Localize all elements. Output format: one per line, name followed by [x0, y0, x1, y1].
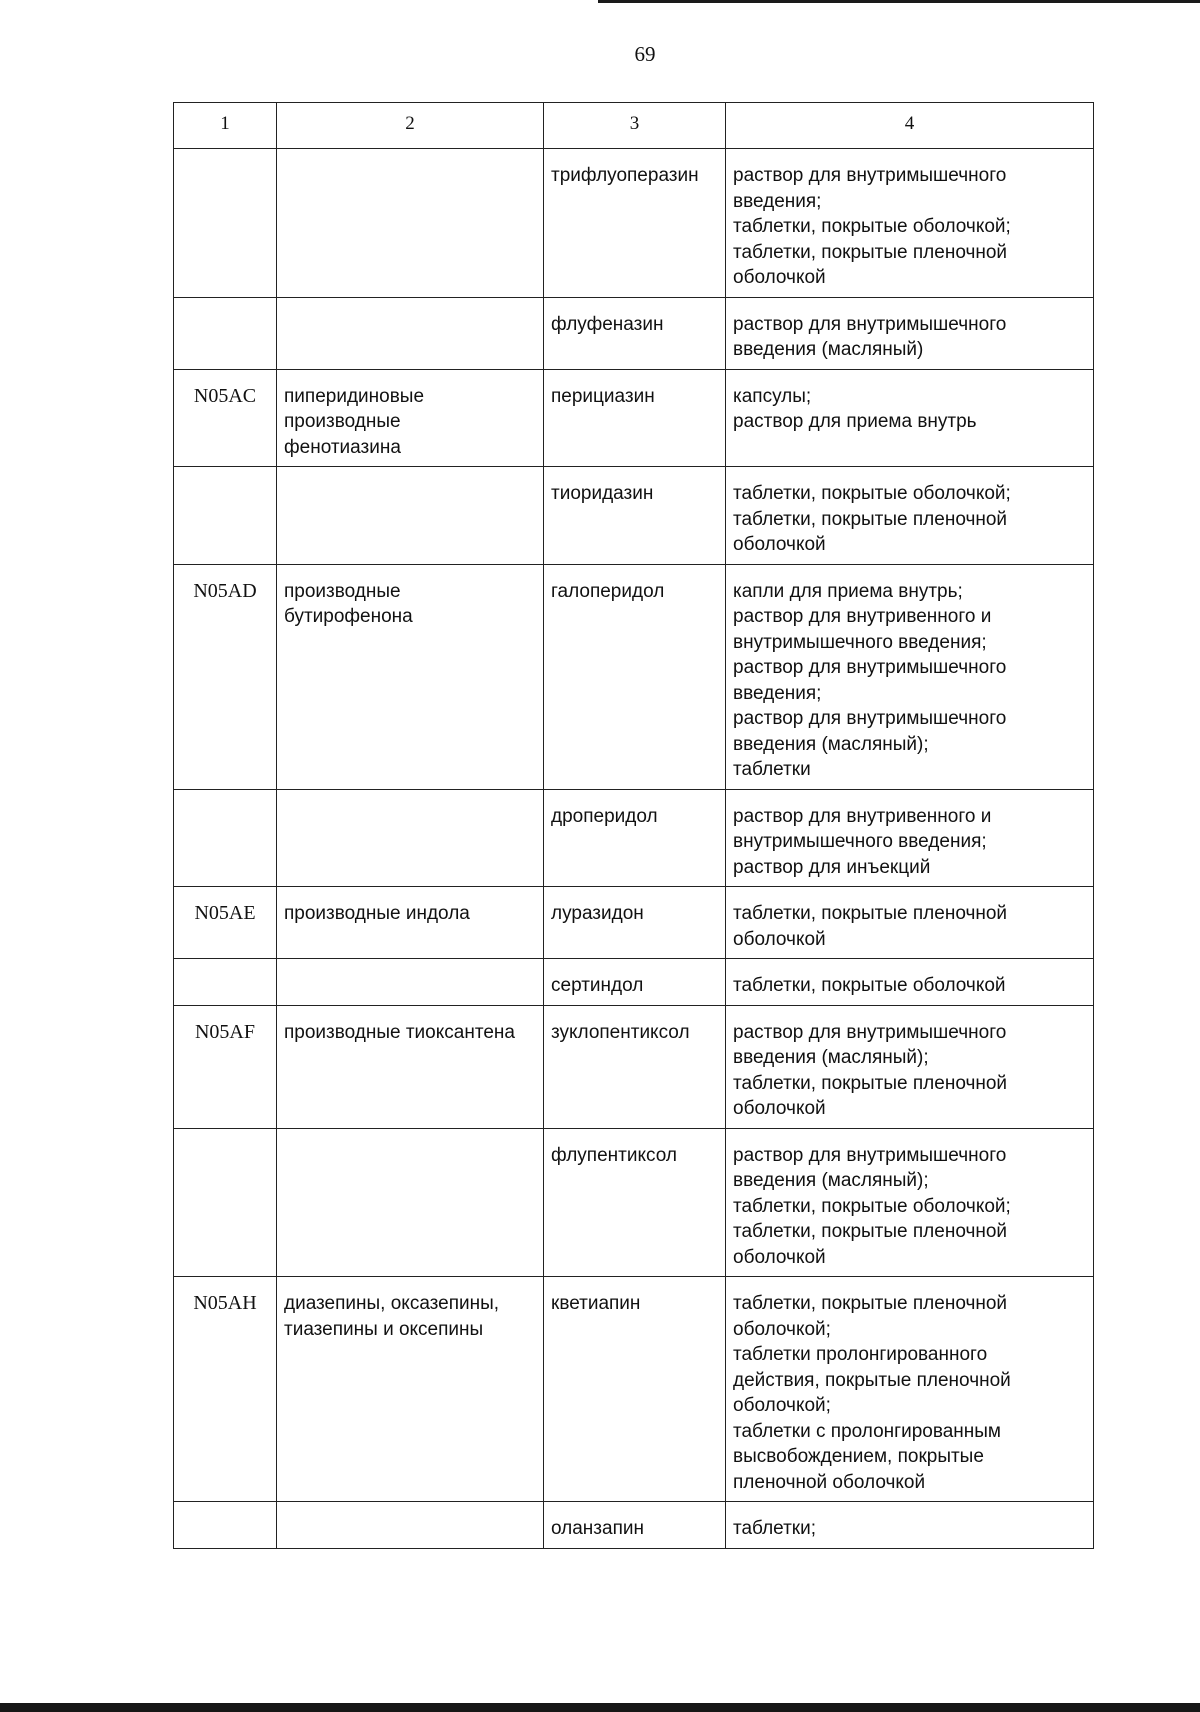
table-row [174, 564, 1094, 789]
dosage-forms-cell [726, 1502, 1094, 1549]
drug-name-cell: сертиндол [544, 959, 726, 1006]
dosage-form-line: раствор для внутривенного и [733, 805, 992, 827]
group-name-cell [277, 149, 544, 298]
drug-name-cell: оланзапин [544, 1502, 726, 1549]
table-row [174, 887, 1094, 959]
dosage-form-line: высвобождением, покрытые [733, 1446, 984, 1467]
atc-code-cell [174, 959, 277, 1006]
table-row [174, 467, 1094, 565]
group-name-cell [277, 1005, 544, 1128]
group-name-line: диазепины, оксазепины, [284, 1293, 500, 1314]
atc-code-cell [174, 1502, 277, 1549]
dosage-form-line: пленочной оболочкой [733, 1471, 926, 1493]
table-row [174, 369, 1094, 467]
dosage-forms-cell [726, 887, 1094, 959]
atc-code-cell [174, 789, 277, 887]
drug-name-cell: трифлуоперазин [544, 149, 726, 298]
dosage-form-line: оболочкой [733, 267, 826, 288]
table-row [174, 959, 1094, 1006]
dosage-forms-cell [726, 959, 1094, 1006]
group-name-cell [277, 297, 544, 369]
dosage-form-line: раствор для внутримышечного [733, 657, 1007, 678]
column-header-4: 4 [726, 103, 1094, 149]
drug-name-cell: зуклопентиксол [544, 1005, 726, 1128]
group-name-line: производные тиоксантена [284, 1021, 515, 1043]
group-name-cell [277, 1502, 544, 1549]
column-header-1: 1 [174, 103, 277, 149]
atc-code-cell: N05AE [174, 887, 277, 959]
group-name-cell [277, 887, 544, 959]
group-name-cell [277, 959, 544, 1006]
atc-code-cell: N05AF [174, 1005, 277, 1128]
dosage-form-line: таблетки, покрытые пленочной [733, 241, 1008, 263]
group-name-cell [277, 369, 544, 467]
dosage-form-line: таблетки, покрытые пленочной [733, 1221, 1008, 1242]
drug-name-cell: флупентиксол [544, 1128, 726, 1277]
atc-code-cell [174, 467, 277, 565]
dosage-forms-cell [726, 369, 1094, 467]
group-name-line: тиазепины и оксепины [284, 1318, 484, 1340]
dosage-form-line: оболочкой; [733, 1318, 831, 1340]
dosage-forms-cell [726, 1277, 1094, 1502]
dosage-forms-cell [726, 297, 1094, 369]
atc-code-cell [174, 149, 277, 298]
group-name-line: производные [284, 580, 401, 602]
dosage-form-line: таблетки с пролонгированным [733, 1420, 1001, 1442]
group-name-line: производные индола [284, 903, 470, 924]
dosage-form-line: введения; [733, 190, 822, 212]
atc-code-cell [174, 297, 277, 369]
dosage-form-line: таблетки, покрытые пленочной [733, 1072, 1008, 1094]
dosage-form-line: таблетки, покрытые оболочкой; [733, 216, 1011, 237]
dosage-form-line: капли для приема внутрь; [733, 580, 963, 602]
drug-name-cell: луразидон [544, 887, 726, 959]
dosage-form-line: таблетки [733, 759, 811, 780]
dosage-form-line: оболочкой; [733, 1395, 831, 1416]
dosage-forms-cell [726, 789, 1094, 887]
table-body [174, 149, 1094, 1549]
dosage-form-line: таблетки, покрытые пленочной [733, 508, 1008, 530]
top-border-line [598, 0, 1200, 3]
header-row [174, 103, 1094, 149]
bottom-border-line [0, 1703, 1200, 1712]
dosage-form-line: введения (масляный); [733, 1047, 929, 1068]
drug-name-cell: галоперидол [544, 564, 726, 789]
dosage-form-line: таблетки; [733, 1518, 817, 1539]
dosage-form-line: таблетки, покрытые пленочной [733, 903, 1008, 924]
table-row [174, 149, 1094, 298]
drug-name-cell: тиоридазин [544, 467, 726, 565]
table-row [174, 1277, 1094, 1502]
dosage-form-line: оболочкой [733, 928, 826, 950]
atc-code-cell: N05AH [174, 1277, 277, 1502]
dosage-form-line: введения (масляный) [733, 339, 924, 360]
dosage-form-line: введения (масляный); [733, 733, 929, 755]
dosage-forms-cell [726, 564, 1094, 789]
table-row [174, 297, 1094, 369]
dosage-form-line: внутримышечного введения; [733, 831, 987, 852]
group-name-line: производные [284, 411, 401, 432]
drug-name-cell: дроперидол [544, 789, 726, 887]
dosage-form-line: оболочкой [733, 534, 826, 555]
drug-table [173, 102, 1094, 1549]
dosage-form-line: раствор для внутримышечного [733, 708, 1007, 729]
dosage-form-line: действия, покрытые пленочной [733, 1369, 1011, 1391]
dosage-form-line: раствор для внутривенного и [733, 606, 992, 627]
group-name-cell [277, 467, 544, 565]
atc-code-cell [174, 1128, 277, 1277]
drug-name-cell: перициазин [544, 369, 726, 467]
drug-name-cell: кветиапин [544, 1277, 726, 1502]
dosage-form-line: раствор для внутримышечного [733, 1021, 1007, 1043]
dosage-form-line: оболочкой [733, 1246, 826, 1268]
page-number: 69 [634, 42, 656, 66]
table-row [174, 1005, 1094, 1128]
dosage-form-line: внутримышечного введения; [733, 631, 987, 653]
atc-code-cell: N05AC [174, 369, 277, 467]
dosage-forms-cell [726, 149, 1094, 298]
table-row [174, 789, 1094, 887]
dosage-form-line: таблетки, покрытые оболочкой [733, 975, 1006, 996]
dosage-form-line: раствор для приема внутрь [733, 411, 977, 432]
group-name-cell [277, 1277, 544, 1502]
group-name-line: пиперидиновые [284, 385, 425, 407]
table-row [174, 1128, 1094, 1277]
dosage-form-line: раствор для инъекций [733, 856, 931, 878]
table-row [174, 1502, 1094, 1549]
dosage-form-line: раствор для внутримышечного [733, 165, 1007, 186]
dosage-form-line: капсулы; [733, 385, 812, 407]
column-header-3: 3 [544, 103, 726, 149]
column-header-2: 2 [277, 103, 544, 149]
group-name-line: фенотиазина [284, 436, 401, 458]
dosage-form-line: раствор для внутримышечного [733, 1144, 1007, 1166]
group-name-line: бутирофенона [284, 606, 413, 627]
dosage-form-line: введения (масляный); [733, 1170, 929, 1191]
drug-name-cell: флуфеназин [544, 297, 726, 369]
dosage-form-line: таблетки пролонгированного [733, 1344, 988, 1365]
dosage-form-line: таблетки, покрытые оболочкой; [733, 1195, 1011, 1217]
dosage-form-line: таблетки, покрытые пленочной [733, 1293, 1008, 1314]
dosage-form-line: введения; [733, 682, 822, 704]
dosage-form-line: таблетки, покрытые оболочкой; [733, 483, 1011, 504]
dosage-forms-cell [726, 1005, 1094, 1128]
dosage-forms-cell [726, 1128, 1094, 1277]
group-name-cell [277, 789, 544, 887]
dosage-form-line: оболочкой [733, 1098, 826, 1119]
atc-code-cell: N05AD [174, 564, 277, 789]
group-name-cell [277, 564, 544, 789]
dosage-forms-cell [726, 467, 1094, 565]
group-name-cell [277, 1128, 544, 1277]
dosage-form-line: раствор для внутримышечного [733, 313, 1007, 335]
